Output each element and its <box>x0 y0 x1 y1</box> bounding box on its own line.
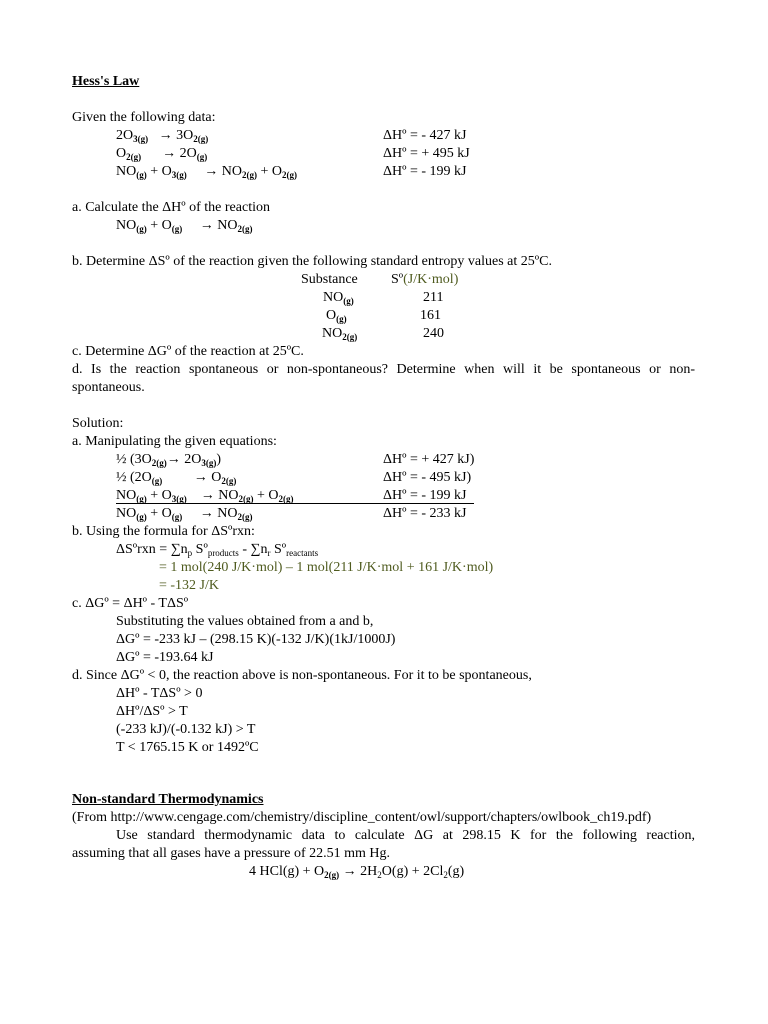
spontaneity-step-1: ΔHº - TΔSº > 0 <box>116 686 203 701</box>
question-d-line-1: d. Is the reaction spontaneous or non-spontaneous? Determine when will it be spontaneous or non- <box>72 362 695 377</box>
solution-b: b. Using the formula for ΔSºrxn: <box>72 524 255 539</box>
problem-paragraph-line-1: Use standard thermodynamic data to calculate ΔG at 298.15 K for the following reaction, <box>116 828 695 843</box>
entropy-substitution: = 1 mol(240 J/K·mol) – 1 mol(211 J/K·mol + 161 J/K·mol) <box>159 560 494 575</box>
entropy-result: = -132 J/K <box>159 578 220 593</box>
solution-equation-1-enthalpy: ΔHº = + 427 kJ) <box>383 452 475 467</box>
given-data-label: Given the following data: <box>72 110 216 125</box>
heading-nonstandard-thermodynamics: Non-standard Thermodynamics <box>72 792 264 807</box>
gibbs-result: ΔGº = -193.64 kJ <box>116 650 214 665</box>
given-equation-2-enthalpy: ΔHº = + 495 kJ <box>383 146 470 161</box>
table-value-no2: 240 <box>423 326 444 341</box>
solution-d: d. Since ΔGº < 0, the reaction above is non-spontaneous. For it to be spontaneous, <box>72 668 532 683</box>
solution-c: c. ΔGº = ΔHº - TΔSº <box>72 596 189 611</box>
table-header-entropy: Sº(J/K·mol) <box>391 272 459 287</box>
entropy-formula: ΔSºrxn = $\sum n_p$ Sº$_{products}$ - $\sum n_r$ Sº$_{reactants}$ <box>116 542 319 558</box>
problem-reaction: 4 $HCl(g) + O_{2(g)} \to 2H_2O(g) + 2Cl_2(g)$ <box>249 864 465 880</box>
gibbs-step-1: Substituting the values obtained from a and b, <box>116 614 374 629</box>
table-value-o: 161 <box>420 308 441 323</box>
solution-net-equation: $NO_{(g)} + O_{(g)}$ → $NO_{2(g)}$ <box>116 506 253 522</box>
solution-label: Solution: <box>72 416 124 431</box>
table-row-no: $NO_{(g)}$ <box>323 290 354 306</box>
solution-a: a. Manipulating the given equations: <box>72 434 277 449</box>
question-a-reaction: $NO_{(g)} + O_{(g)}$ → $NO_{2(g)}$ <box>116 218 253 234</box>
sum-divider-line <box>116 503 474 504</box>
solution-equation-3-enthalpy: ΔHº = - 199 kJ <box>383 488 467 503</box>
spontaneity-step-2: ΔHº/ΔSº > T <box>116 704 188 719</box>
question-b: b. Determine ΔSº of the reaction given the following standard entropy values at 25ºC. <box>72 254 552 269</box>
table-row-o: $O_{(g)}$ <box>326 308 347 324</box>
table-value-no: 211 <box>423 290 444 305</box>
solution-equation-2-enthalpy: ΔHº = - 495 kJ) <box>383 470 472 485</box>
given-equation-2: $O_{2(g)}$ → $2O_{(g)}$ <box>116 146 208 162</box>
question-c: c. Determine ΔGº of the reaction at 25ºC. <box>72 344 304 359</box>
solution-net-enthalpy: ΔHº = - 233 kJ <box>383 506 467 521</box>
given-equation-3-enthalpy: ΔHº = - 199 kJ <box>383 164 467 179</box>
solution-equation-2: ½ ($2O_{(g)}$ → $O_{2(g)}$ <box>116 470 237 486</box>
question-a: a. Calculate the ΔHº of the reaction <box>72 200 270 215</box>
spontaneity-result: T < 1765.15 K or 1492ºC <box>116 740 259 755</box>
given-equation-3: $NO_{(g)} + O_{3(g)}$ → $NO_{2(g)} + O_{2(g)}$ <box>116 164 297 180</box>
source-citation: (From http://www.cengage.com/chemistry/discipline_content/owl/support/chapters/owlbook_ch19.pdf) <box>72 810 652 825</box>
solution-equation-3: $NO_{(g)} + O_{3(g)}$ → $NO_{2(g)} + O_{2(g)}$ <box>116 488 294 504</box>
question-d-line-2: spontaneous. <box>72 380 145 395</box>
given-equation-1-enthalpy: ΔHº = - 427 kJ <box>383 128 467 143</box>
problem-paragraph-line-2: assuming that all gases have a pressure of 22.51 mm Hg. <box>72 846 391 861</box>
heading-hess-law: Hess's Law <box>72 74 140 89</box>
table-row-no2: $NO_{2(g)}$ <box>322 326 358 342</box>
table-header-substance: Substance <box>301 272 358 287</box>
solution-equation-1: ½ $(3O_{2(g)}\to 2O_{3(g)})$ <box>116 452 222 468</box>
given-equation-1: $2O_{3(g)}$ → $3O_{2(g)}$ <box>116 128 209 144</box>
gibbs-step-2: ΔGº = -233 kJ – (298.15 K)(-132 J/K)(1kJ/1000J) <box>116 632 396 647</box>
spontaneity-step-3: (-233 kJ)/(-0.132 kJ) > T <box>116 722 256 737</box>
